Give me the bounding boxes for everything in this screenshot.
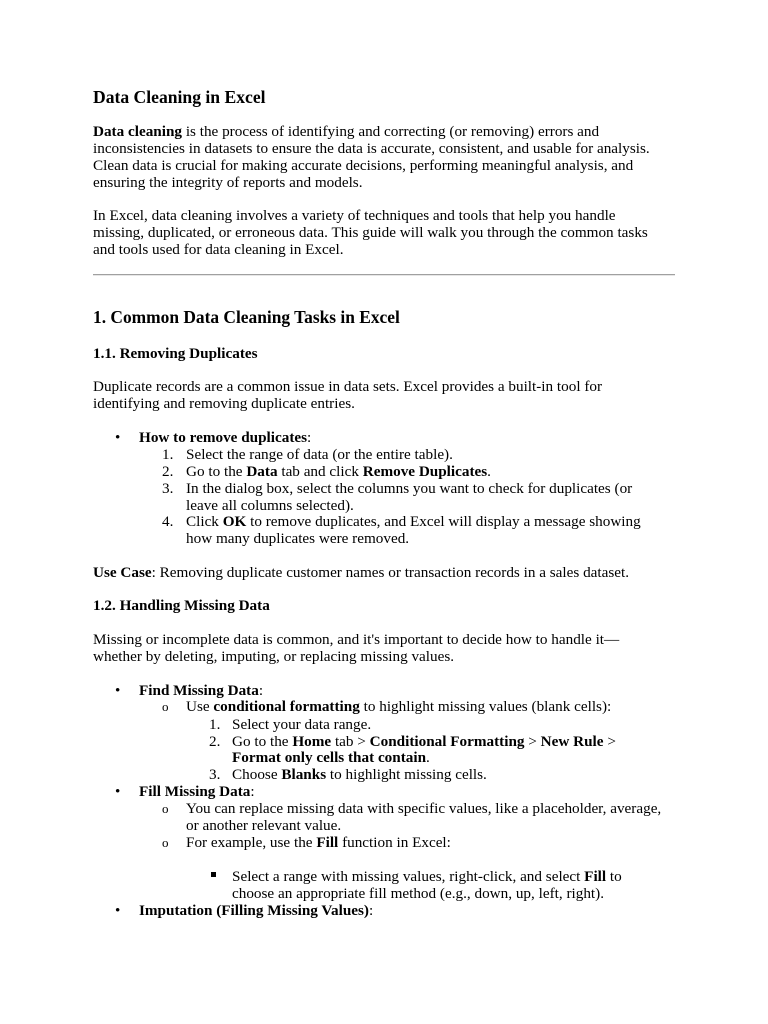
dup-step-4-line-1: Click OK to remove duplicates, and Excel will display a message showing bbox=[186, 513, 641, 530]
bullet-icon: • bbox=[115, 783, 121, 800]
term-data-cleaning: Data cleaning bbox=[93, 123, 183, 140]
s12-para-line-1: Missing or incomplete data is common, and it's important to decide how to handle it— bbox=[93, 631, 620, 648]
intro-p2-line-3: and tools used for data cleaning in Excel. bbox=[93, 241, 344, 258]
s12-para-line-2: whether by deleting, imputing, or replacing missing values. bbox=[93, 648, 455, 665]
list-item-fill-missing-data: Fill Missing Data: bbox=[139, 783, 255, 800]
find-step-2-line-1: Go to the Home tab > Conditional Formatting > New Rule > bbox=[232, 733, 616, 750]
fill-method-line-1: Select a range with missing values, right-click, and select Fill to bbox=[232, 868, 622, 885]
find-step-1: Select your data range. bbox=[232, 716, 372, 733]
list-item-remove-duplicates: How to remove duplicates: bbox=[139, 429, 312, 446]
step-number: 3. bbox=[162, 480, 174, 497]
find-step-2-line-2: Format only cells that contain. bbox=[232, 749, 430, 766]
find-step-3: Choose Blanks to highlight missing cells. bbox=[232, 766, 487, 783]
dup-step-3-line-1: In the dialog box, select the columns you want to check for duplicates (or bbox=[186, 480, 633, 497]
circle-bullet-icon: o bbox=[162, 699, 169, 714]
document-title: Data Cleaning in Excel bbox=[93, 87, 266, 107]
horizontal-rule bbox=[93, 274, 675, 276]
step-number: 2. bbox=[162, 463, 174, 480]
intro-p1-line-3: Clean data is crucial for making accurate decisions, performing meaningful analysis, and bbox=[93, 157, 634, 174]
intro-p2-line-2: missing, duplicated, or erroneous data. This guide will walk you through the common tasks bbox=[93, 224, 648, 241]
section-1-2-heading: 1.2. Handling Missing Data bbox=[93, 597, 270, 614]
square-bullet-icon bbox=[211, 868, 216, 878]
list-item-imputation: Imputation (Filling Missing Values): bbox=[139, 902, 374, 919]
step-number: 1. bbox=[209, 716, 221, 733]
find-sub-item: Use conditional formatting to highlight missing values (blank cells): bbox=[186, 698, 612, 715]
intro-p1-line-2: inconsistencies in datasets to ensure the data is accurate, consistent, and usable for analysis. bbox=[93, 140, 650, 157]
s11-para-line-1: Duplicate records are a common issue in data sets. Excel provides a built-in tool for bbox=[93, 378, 603, 395]
dup-step-1: Select the range of data (or the entire table). bbox=[186, 446, 453, 463]
fill-sub-item-1-line-1: You can replace missing data with specific values, like a placeholder, average, bbox=[186, 800, 662, 817]
intro-p2-line-1: In Excel, data cleaning involves a variety of techniques and tools that help you handle bbox=[93, 207, 616, 224]
list-item-find-missing-data: Find Missing Data: bbox=[139, 682, 264, 699]
dup-step-3-line-2: leave all columns selected). bbox=[186, 497, 354, 514]
bullet-icon: • bbox=[115, 682, 121, 699]
step-number: 4. bbox=[162, 513, 174, 530]
fill-sub-item-2: For example, use the Fill function in Excel: bbox=[186, 834, 451, 851]
section-1-1-heading: 1.1. Removing Duplicates bbox=[93, 345, 258, 362]
intro-p1-line-4: ensuring the integrity of reports and models. bbox=[93, 174, 363, 191]
dup-step-2: Go to the Data tab and click Remove Duplicates. bbox=[186, 463, 491, 480]
step-number: 1. bbox=[162, 446, 174, 463]
bullet-icon: • bbox=[115, 902, 121, 919]
bullet-icon: • bbox=[115, 429, 121, 446]
s11-para-line-2: identifying and removing duplicate entries. bbox=[93, 395, 355, 412]
use-case-line: Use Case: Removing duplicate customer names or transaction records in a sales dataset. bbox=[93, 564, 630, 581]
step-number: 2. bbox=[209, 733, 221, 750]
step-number: 3. bbox=[209, 766, 221, 783]
dup-step-4-line-2: how many duplicates were removed. bbox=[186, 530, 410, 547]
section-1-heading: 1. Common Data Cleaning Tasks in Excel bbox=[93, 307, 400, 327]
intro-p1-line-1: Data cleaning is the process of identifying and correcting (or removing) errors and bbox=[93, 123, 600, 140]
fill-sub-item-1-line-2: or another relevant value. bbox=[186, 817, 342, 834]
circle-bullet-icon: o bbox=[162, 801, 169, 816]
circle-bullet-icon: o bbox=[162, 835, 169, 850]
fill-method-line-2: choose an appropriate fill method (e.g., down, up, left, right). bbox=[232, 885, 604, 902]
